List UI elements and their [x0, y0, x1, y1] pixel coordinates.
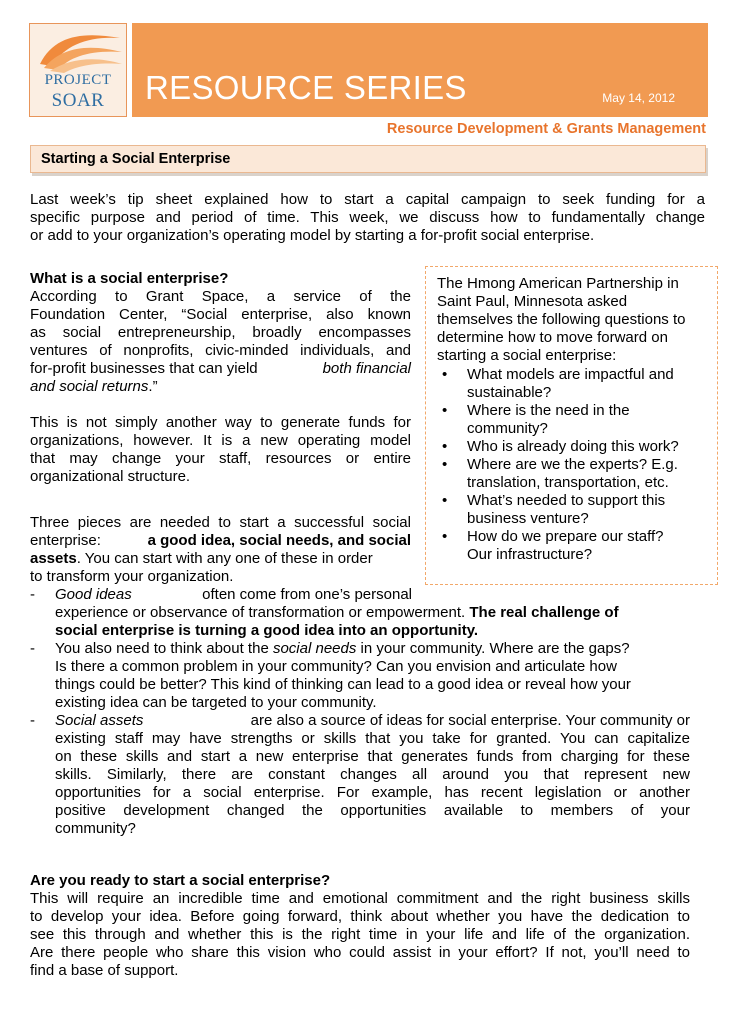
list-item: [437, 528, 679, 564]
operating-model-paragraph: [30, 414, 411, 486]
three-pieces-paragraph: [30, 514, 411, 586]
good-ideas-challenge-2: social enterprise is turning a good idea into an opportunity.: [55, 622, 479, 639]
header-banner: [132, 23, 708, 117]
three-pieces-line: Three pieces are needed to start a successful social: [30, 514, 411, 531]
bullet-icon: •: [442, 366, 448, 383]
three-pieces-line-3c: . You can start with any one of these in order: [76, 550, 373, 567]
list-item-text: business venture?: [467, 510, 589, 527]
definition-line: Foundation Center, “Social enterprise, also known: [30, 306, 411, 323]
intro-line: or add to your organization’s operating model by starting a for-profit social enterprise.: [30, 227, 595, 244]
operating-model-line: organizational structure.: [30, 468, 191, 485]
ready-paragraph: [30, 890, 690, 980]
hmong-partnership-sidebar: [425, 266, 718, 585]
three-pieces-line-2a: enterprise:: [30, 532, 106, 549]
intro-paragraph: [30, 191, 705, 245]
sidebar-intro-line: The Hmong American Partnership in: [437, 275, 679, 292]
social-needs-body: [55, 640, 690, 712]
list-item-text: Where are we the experts? E.g.: [467, 456, 678, 473]
document-title: Starting a Social Enterprise: [41, 151, 231, 167]
three-pieces-line-2: [30, 532, 411, 550]
ready-line: see this through and whether this is the right time in your life and life of the organization.: [30, 926, 690, 943]
intro-line: Last week’s tip sheet explained how to start a capital campaign to seek funding for a: [30, 191, 705, 208]
bullet-icon: •: [442, 438, 448, 455]
bullet-icon: •: [442, 492, 448, 509]
logo-text-soar: SOAR: [51, 90, 105, 111]
social-needs-line: existing idea can be targeted to your community.: [55, 694, 377, 711]
list-item: [437, 438, 679, 456]
series-title: RESOURCE SERIES: [145, 69, 467, 106]
social-assets-lead: Social assets: [55, 712, 144, 729]
three-pieces-line-3: [30, 550, 411, 568]
document-title-bar: [30, 145, 706, 173]
social-assets-line: positive development changed the opportunities available to members of your: [55, 802, 690, 819]
definition-end: .”: [148, 378, 158, 395]
dash-marker: -: [30, 586, 35, 603]
three-pieces-line: to transform your organization.: [30, 568, 234, 585]
dash-marker: -: [30, 640, 35, 657]
three-pieces-bold: a good idea, social needs, and social: [147, 532, 411, 549]
definition-line: ventures of nonprofits, civic-minded individuals, and: [30, 342, 411, 359]
definition-line: According to Grant Space, a service of the: [30, 288, 411, 305]
social-assets-line: on these skills and start a new enterprise that generates funds from charging for these: [55, 748, 690, 765]
list-item-text: Where is the need in the: [467, 402, 630, 419]
sidebar-intro-line: starting a social enterprise:: [437, 347, 617, 364]
list-item-text: What’s needed to support this: [467, 492, 666, 509]
section-heading-ready: Are you ready to start a social enterprise?: [30, 872, 331, 889]
header-subtitle: Resource Development & Grants Management: [386, 121, 706, 137]
section-heading-what-is: What is a social enterprise?: [30, 270, 229, 287]
social-assets-body: [55, 712, 690, 838]
good-ideas-body: [55, 586, 412, 604]
list-item: [437, 402, 679, 438]
social-assets-line: community?: [55, 820, 136, 837]
definition-line-5: [30, 360, 411, 378]
bullet-icon: •: [442, 402, 448, 419]
definition-line-6: [30, 378, 411, 396]
three-pieces-bold-2: assets: [30, 550, 77, 567]
definition-line: as social entrepreneurship, broadly encompasses: [30, 324, 411, 341]
operating-model-line: organizations, however. It is a new operating model: [30, 432, 411, 449]
social-needs-a: You also need to think about the: [55, 640, 273, 657]
social-assets-line: skills. Similarly, there are constant changes all around you that represent new: [55, 766, 690, 783]
list-item-text: What models are impactful and: [467, 366, 674, 383]
social-assets-line: existing staff may have strengths or skills that you take for granted. You can capitalize: [55, 730, 690, 747]
definition-italic-2: and social returns: [30, 378, 149, 395]
sidebar-intro-line: themselves the following questions to: [437, 311, 686, 328]
operating-model-line: This is not simply another way to generate funds for: [30, 414, 411, 431]
list-item: [437, 456, 679, 492]
ready-line: to develop your idea. Before going forward, think about whether you have the dedication to: [30, 908, 690, 925]
list-item: [437, 492, 679, 528]
social-assets-line-1: [55, 712, 690, 730]
list-item: [437, 366, 679, 402]
dash-marker: -: [30, 712, 35, 729]
ready-line: find a base of support.: [30, 962, 179, 979]
good-ideas-line-1: [55, 586, 412, 604]
list-item-text: How do we prepare our staff?: [467, 528, 664, 545]
bullet-icon: •: [442, 528, 448, 545]
operating-model-line: that may change your staff, resources or entire: [30, 450, 411, 467]
good-ideas-lead: Good ideas: [55, 586, 132, 603]
definition-line-5-text: for-profit businesses that can yield: [30, 360, 262, 377]
definition-paragraph: [30, 288, 411, 396]
ready-line: Are there people who share this vision who could assist in your effort? If not, you’ll need to: [30, 944, 690, 961]
project-soar-logo: [29, 23, 127, 117]
good-ideas-line-2-text: experience or observance of transformation or empowerment.: [55, 604, 470, 621]
social-needs-line: Is there a common problem in your community? Can you envision and articulate how: [55, 658, 617, 675]
list-item-text: Our infrastructure?: [467, 546, 593, 563]
list-item-text: sustainable?: [467, 384, 552, 401]
good-ideas-challenge: The real challenge of: [469, 604, 619, 621]
list-item-text: translation, transportation, etc.: [467, 474, 669, 491]
social-needs-b: in your community. Where are the gaps?: [356, 640, 630, 657]
list-item-text: community?: [467, 420, 548, 437]
bullet-icon: •: [442, 456, 448, 473]
social-needs-italic: social needs: [272, 640, 357, 657]
sidebar-question-list: [437, 366, 679, 564]
sidebar-intro: [437, 275, 685, 365]
social-needs-line-1: [55, 640, 690, 658]
sidebar-intro-line: determine how to move forward on: [437, 329, 668, 346]
definition-italic: both financial: [322, 360, 411, 377]
intro-line: specific purpose and period of time. This week, we discuss how to fundamentally change: [30, 209, 705, 226]
publication-date: May 14, 2012: [602, 91, 675, 105]
good-ideas-line-2: [55, 604, 690, 622]
sidebar-intro-line: Saint Paul, Minnesota asked: [437, 293, 628, 310]
good-ideas-line-1-rest: often come from one’s personal: [197, 586, 412, 603]
logo-text-project: PROJECT: [44, 72, 112, 88]
social-assets-line-1-rest: are also a source of ideas for social enterprise. Your community or: [246, 712, 690, 729]
good-ideas-body-cont: [55, 604, 690, 640]
social-assets-line: opportunities for a social enterprise. For example, has recent legislation or another: [55, 784, 690, 801]
social-needs-line: things could be better? This kind of thinking can lead to a good idea or reveal how your: [55, 676, 631, 693]
ready-line: This will require an incredible time and emotional commitment and the right business skills: [30, 890, 690, 907]
list-item-text: Who is already doing this work?: [467, 438, 679, 455]
